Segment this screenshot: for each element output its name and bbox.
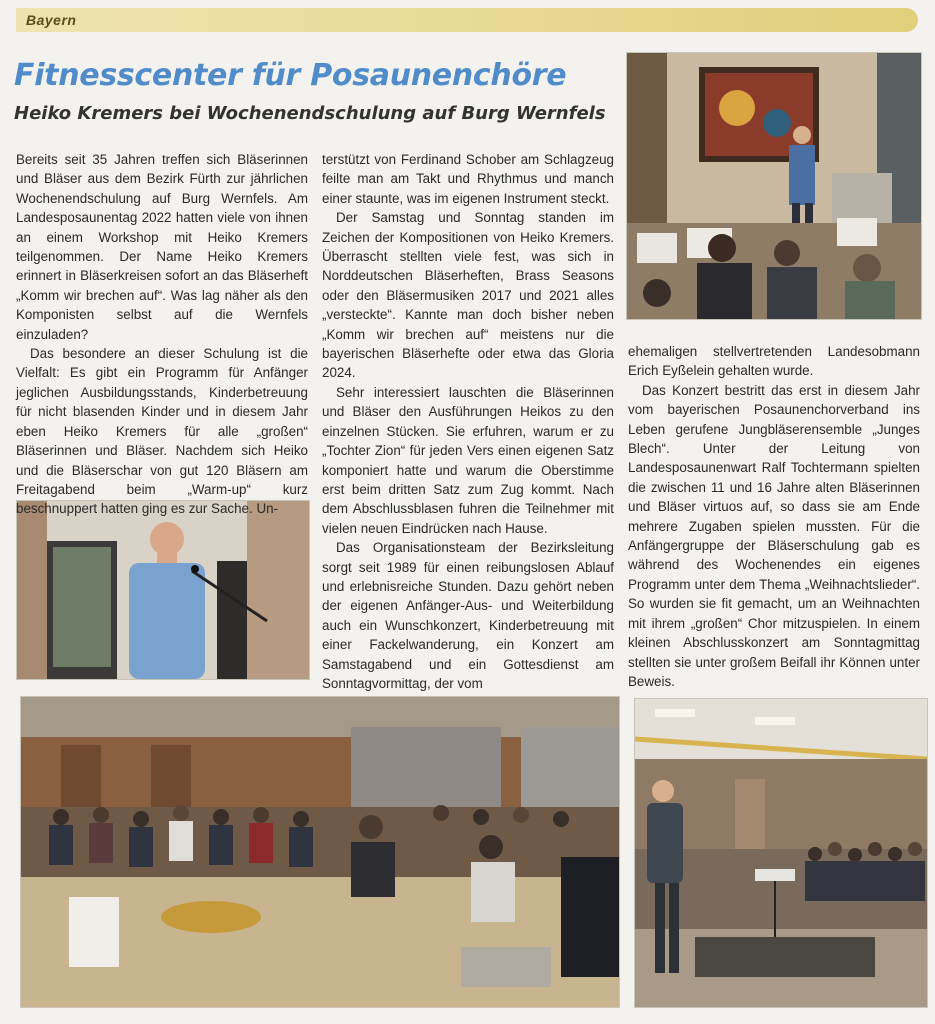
paragraph: ehemaligen stellvertretenden Landesobmann Erich Eyßelein gehalten wurde. [628, 344, 920, 379]
photo-rehearsal-hall [20, 696, 620, 1008]
paragraph: Der Samstag und Sonntag standen im Zeichen der Kompositionen von Heiko Kremers. Überrascht stellten viele fest, was sich in Norddeutschen Bläserheften, Brass Seasons oder den Bläsermusiken 2017 und 2021 alles „versteckte“. Kannte man doch bisher neben „Komm wir brechen auf“ meistens nur die bayerischen Bläserhefte oder etwa das Gloria 2024. [322, 210, 614, 381]
paragraph: Das besondere an dieser Schulung ist die Vielfalt: Es gibt ein Programm für Anfänger jeglichen Ausbildungsstands, Kinderbetreuung für nicht blasenden Kinder und in diesem Jahr eben Heiko Kremers für alle „großen“ Bläserinnen und Bläser. Nachdem sich Heiko und die Bläserschar von gut 120 Bläsern am Freitagabend beim „Warm-up“ kurz beschnuppert hatten ging es zur Sache. Un- [16, 346, 308, 517]
paragraph: terstützt von Ferdinand Schober am Schlagzeug feilte man am Takt und Rhythmus und manch einer staunte, was im eigenen Instrument steckt. [322, 152, 614, 206]
photo-speaker-microphone [16, 500, 310, 680]
section-header-bar [16, 8, 918, 32]
photo-conductor-rehearsal [626, 52, 922, 320]
paragraph: Bereits seit 35 Jahren treffen sich Bläserinnen und Bläser aus dem Bezirk Fürth zur jährlichen Wochenendschulung auf Burg Wernfels. Am Landesposaunentag 2022 hatten viele von ihnen an einem Workshop mit Heiko Kremers teilgenommen. Der Name Heiko Kremers erinnert in Bläserkreisen sofort an das Bläserheft „Komm wir brechen auf“. Was lag näher als den Komponisten selbst auf die Wernfels einzuladen? [16, 152, 308, 342]
article-column-2 [322, 150, 614, 690]
paragraph: Das Konzert bestritt das erst in diesem Jahr vom bayerischen Posaunenchorverband ins Leben gerufene Jungbläserensemble „Junges Blech“. Unter der Leitung von Landesposaunenwart Ralf Tochtermann spielten die zwischen 11 und 16 Jahre alten Bläserinnen und Bläser virtuos auf, so dass sie am Ende mehrere Zugaben spielen mussten. Für die Anfängergruppe der Bläserschulung gab es während des Wochenendes ein eigenes Programm unter dem Thema „Weihnachtslieder“. So wurden sie fit gemacht, um an Weihnachten mit ihrem „großen“ Chor mitzuspielen. In einem kleinen Abschlusskonzert am Sonntagmittag stellten sie unter großem Beifall ihr Können unter Beweis. [628, 382, 920, 689]
article-subtitle: Heiko Kremers bei Wochenendschulung auf Burg Wernfels [14, 103, 606, 124]
article-column-1 [16, 150, 308, 517]
paragraph: Das Organisationsteam der Bezirksleitung sorgt seit 1989 für einen reibungslosen Ablauf und erlebnisreiche Stunden. Dazu gehört neben der eigenen Anfänger-Aus- und Weiterbildung auch ein Wunschkonzert, Kinderbetreuung mit einer Fackelwanderung, ein Konzert am Samstagabend und ein Gottesdienst am Sonntagvormittag, der vom [322, 540, 614, 691]
section-label: Bayern [26, 12, 77, 28]
article-title: Fitnesscenter für Posaunenchöre [14, 58, 567, 93]
article-column-3 [628, 342, 920, 688]
photo-youth-ensemble [634, 698, 928, 1008]
paragraph: Sehr interessiert lauschten die Bläserinnen und Bläser den Ausführungen Heikos zu den einzelnen Stücken. Sie erfuhren, warum er zu „Tochter Zion“ für jeden Vers einen eigenen Satz komponiert hatte und warum die Oberstimme erst beim dritten Satz zum Zug kommt. Nach dem Abschlussblasen fuhren die Teilnehmer mit vielen neuen Eindrücken nach Hause. [322, 384, 614, 536]
